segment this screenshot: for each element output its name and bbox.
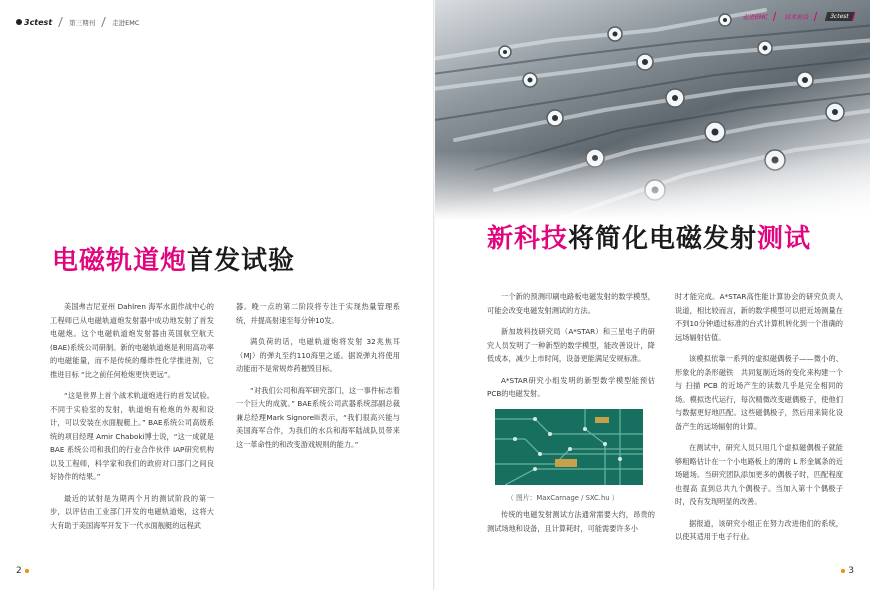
- page-number-left: [16, 566, 29, 576]
- page-dot-icon: [25, 569, 29, 573]
- paragraph: 据报道，该研究小组正在努力改进他们的系统，以使其适用于电子行业。: [675, 518, 843, 541]
- page-dot-icon: [841, 569, 845, 573]
- paragraph: 美国弗吉尼亚州 Dahlren 海军水面作战中心的工程师已从电磁轨道炮发射器中成功地发射了首发电磁炮。这个电磁轨道炮发射器由英国航空航天(BAE)系统公司研制。新的电磁轨道炮是利用高功率的电磁能量，而不是传统的爆炸性化学推进剂，它推进目标 “比之前任何枪炮更快更远”。: [50, 302, 214, 379]
- paragraph: “对我们公司和海军研究部门，这一事件标志着一个巨大的成就。” BAE系统公司武器系统部副总裁兼总经理Mark Signorelli表示，“我们很高兴能与美国海军合作，为我们的水兵和海军陆战队员带来这一革命性的和改变游戏规则的能力。”: [236, 385, 400, 449]
- logo-text: 3ctest: [24, 17, 53, 27]
- title-highlight: 测试: [757, 224, 812, 254]
- title-highlight: 电磁轨道炮: [52, 246, 188, 276]
- circuit-board-hero-image: [435, 0, 870, 220]
- paragraph: 器。晚一点的第二阶段将专注于实现热量管理系统，并提高射速至每分钟10发。: [236, 302, 400, 325]
- paragraph: 传统的电磁发射测试方法通常需要大约，昂贵的测试场地和设备，且计算耗时，可能需要许多小: [487, 510, 655, 533]
- right-column-1-continued: [487, 508, 655, 543]
- magazine-logo: [16, 18, 52, 27]
- left-column-1: [50, 300, 214, 540]
- logo-icon: [16, 19, 22, 25]
- left-column-2: [236, 300, 400, 459]
- circuit-photo: [495, 409, 643, 485]
- pcb-photo-graphic: [495, 409, 643, 485]
- page-number-text: 2: [16, 566, 22, 576]
- header-tab: 技术前沿: [784, 12, 817, 21]
- paragraph: 新加坡科技研究局（A*STAR）和三星电子的研究人员发明了一种新型的数学模型，能改善设计，降低成本，减少上市时间，设备更能满足安规标准。: [487, 327, 655, 363]
- right-column-1: [487, 290, 655, 409]
- header-tab: 走进EMC: [742, 12, 777, 21]
- right-page: [435, 0, 870, 590]
- right-header-tabs: [743, 12, 854, 21]
- header-divider: [58, 17, 63, 27]
- paragraph: “这是世界上首个战术轨道炮进行的首发试验。不同于实验室的发射，轨道炮有枪炮的外观和设计，可以安装在水面舰艇上。” BAE系统公司高级系统的项目经理 Amir Chaboki博士说，“这一成就是 BAE 系统公司和我们的行业合作伙伴 IAP研究机构以及工程师，科学家和我们的政府对口部门之间良好协作的结果。”: [50, 391, 214, 481]
- article-title-right: [487, 218, 811, 255]
- page-number-right: [841, 566, 854, 576]
- title-middle: 将简化电磁发射: [568, 224, 758, 254]
- right-column-2: [675, 290, 843, 552]
- paragraph: 一个新的预测印刷电路板电磁发射的数学模型，可能会改变电磁发射测试的方法。: [487, 292, 655, 315]
- header-tab-active: 3ctest: [825, 12, 855, 21]
- title-rest: 首发试验: [187, 246, 296, 276]
- page-number-text: 3: [848, 566, 854, 576]
- header-divider: [101, 17, 106, 27]
- photo-caption: （ 图片：MaxCarnage / SXC.hu ）: [507, 494, 619, 502]
- paragraph: 该模拟依靠一系列的虚拟磁偶极子——微小的、形象化的条形磁铁 共同复制近场的变化来构建一个与 扫描 PCB 的近场产生的读数几乎是完全相同的场。模拟迭代运行，每次精微改变磁偶极子，使他们与数据更好地匹配。这些磁偶极子，然后用来简化设备产生的远场辐射的计算。: [675, 354, 843, 431]
- hero-fade-overlay: [435, 150, 870, 220]
- paragraph: 满负荷的话，电磁轨道炮将发射 32兆焦耳（MJ）的弹丸至约110海里之遥。据说弹丸将使用动能而不是常规炸药摧毁目标。: [236, 337, 400, 373]
- paragraph: 最近的试射是为期两个月的测试阶段的第一步，以评估由工业部门开发的电磁轨道炮，这将大大有助于美国海军开发下一代水面舰艇的远程武: [50, 493, 214, 530]
- paragraph: 在测试中，研究人员只用几个虚拟磁偶极子就能够粗略估计在一个小电路板上的薄的 L 形金属条的近场磁场。当研究团队添加更多的偶极子时，匹配程度也提高 直到总共九个偶极子。当加入第十个偶极子时，没有发现明显的改善。: [675, 443, 843, 506]
- paragraph: A*STAR研究小组发明的新型数学模型能预估PCB的电磁发射。: [487, 375, 655, 398]
- paragraph: 时才能完成。A*STAR高性能计算协会的研究负责人说道，相比较而言，新的数学模型可以把近场测量在不到10分钟通过标准的台式计算机转化到一个准确的远场辐射估值。: [675, 292, 843, 342]
- title-highlight: 新科技: [487, 224, 569, 254]
- left-header: [16, 16, 139, 28]
- section-label: 走进EMC: [112, 18, 140, 27]
- article-title-left: [52, 240, 295, 277]
- issue-label: 第三期刊: [69, 18, 96, 27]
